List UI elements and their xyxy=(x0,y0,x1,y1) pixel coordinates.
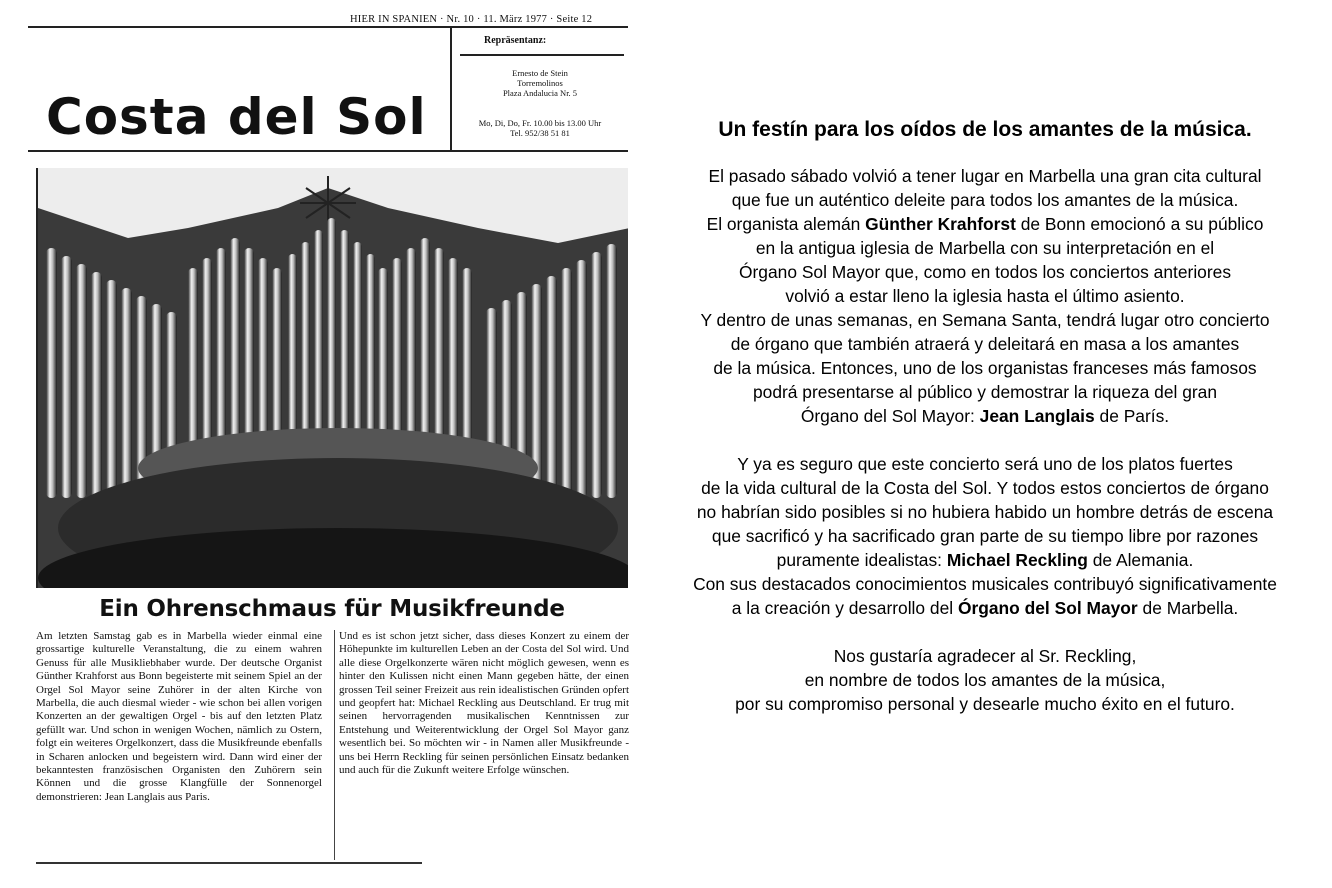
organ-photo xyxy=(36,168,628,588)
text-line: podrá presentarse al público y demostrar la riqueza del gran xyxy=(752,382,1217,402)
text-line: volvió a estar lleno la iglesia hasta el último asiento. xyxy=(785,286,1185,306)
organ-pipe xyxy=(340,230,349,458)
newspaper-clipping xyxy=(0,0,640,888)
text-line: El pasado sábado volvió a tener lugar en Marbella una gran cita cultural xyxy=(708,166,1262,186)
representative-phone: Tel. 952/38 51 81 xyxy=(510,128,570,138)
translation-paragraph-2 xyxy=(646,452,1324,620)
organ-name: Órgano del Sol Mayor xyxy=(957,598,1138,618)
article-column-2: Und es ist schon jetzt sicher, dass dieses Konzert zu einem der Höhepunkte im kulturellen Leben an der Costa del Sol wird. Und alle diese Orgelkonzerte wären nicht möglich gewesen, wenn es hinter den Kulissen nicht einen Mann gegeben hätte, der einen grossen Teil seiner Freizeit aus rein idealistischen Gründen opfert und geopfert hat: Michael Reckling aus Deutschland. Er trug mit seinen hervorragenden musikalischen Kenntnissen zur Entstehung und Weiterentwicklung der Orgel Sol Mayor ganz wesentlich bei. So möchten wir - in Namen aller Musikfreunde - uns bei Herrn Reckling für seinen persönlichen Einsatz bedanken und auch für die Zukunft weitere Erfolge wünschen. xyxy=(339,630,629,777)
translation-title: Un festín para los oídos de los amantes de la música. xyxy=(718,118,1252,141)
text-line: en nombre de todos los amantes de la música, xyxy=(804,670,1166,690)
masthead xyxy=(28,26,628,152)
organ-pipe xyxy=(314,230,323,458)
text-line: Y ya es seguro que este concierto será uno de los platos fuertes xyxy=(737,454,1233,474)
organ-pipe xyxy=(353,242,362,458)
organ-pipe xyxy=(46,248,57,498)
organ-pipe xyxy=(216,248,226,468)
text-line: por su compromiso personal y desearle mucho éxito en el futuro. xyxy=(735,694,1235,714)
text-line: de la vida cultural de la Costa del Sol. Y todos estos conciertos de órgano xyxy=(701,478,1269,498)
text-line: Y dentro de unas semanas, en Semana Santa, tendrá lugar otro concierto xyxy=(700,310,1270,330)
representative-name: Ernesto de Stein xyxy=(512,68,568,78)
organ-pipe xyxy=(106,280,117,498)
organ-pipe xyxy=(327,218,336,458)
person-name: Michael Reckling xyxy=(946,550,1088,570)
headline: Ein Ohrenschmaus für Musikfreunde xyxy=(99,596,565,622)
column-divider xyxy=(334,630,335,860)
organ-pipe xyxy=(121,288,132,498)
representative-town: Torremolinos xyxy=(517,78,563,88)
organist-name: Günther Krahforst xyxy=(865,214,1016,234)
organ-pipe xyxy=(202,258,212,468)
organ-pipe xyxy=(606,244,617,498)
organ-pipe xyxy=(288,254,297,458)
translation-paragraph-1 xyxy=(646,164,1324,428)
representative-box xyxy=(450,28,628,150)
text-line: puramente idealistas: Michael Reckling de Alemania. xyxy=(776,550,1194,570)
text-line: Órgano Sol Mayor que, como en todos los conciertos anteriores xyxy=(738,262,1232,282)
issue-line: HIER IN SPANIEN · Nr. 10 · 11. März 1977 · Seite 12 xyxy=(350,14,593,25)
organ-pipe xyxy=(546,276,557,498)
organ-pipe xyxy=(61,256,72,498)
organ-pipe xyxy=(576,260,587,498)
text-line: El organista alemán Günther Krahforst de Bonn emocionó a su público xyxy=(706,214,1264,234)
text-line: en la antigua iglesia de Marbella con su interpretación en el xyxy=(755,238,1215,258)
organ-pipe xyxy=(561,268,572,498)
text-line: que sacrificó y ha sacrificado gran parte de su tiempo libre por razones xyxy=(711,526,1259,546)
divider xyxy=(460,54,624,56)
text-line: Órgano del Sol Mayor: Jean Langlais de París. xyxy=(800,406,1170,426)
translation-paragraph-3 xyxy=(646,644,1324,716)
organ-pipe xyxy=(76,264,87,498)
representative-street: Plaza Andalucia Nr. 5 xyxy=(502,88,578,98)
organ-pipe xyxy=(91,272,102,498)
spanish-translation xyxy=(646,116,1324,716)
organ-pipe xyxy=(301,242,310,458)
organist-name: Jean Langlais xyxy=(979,406,1095,426)
representative-contact xyxy=(452,118,628,138)
representative-hours: Mo, Di, Do, Fr. 10.00 bis 13.00 Uhr xyxy=(478,118,602,128)
organ-pipe xyxy=(366,254,375,458)
text-line: no habrían sido posibles si no hubiera habido un hombre detrás de escena xyxy=(696,502,1274,522)
bottom-rule xyxy=(36,862,422,864)
article-column-1: Am letzten Samstag gab es in Marbella wieder einmal eine grossartige kulturelle Veranstaltung, die zu einem wahren Genuss für alle Musikliebhaber wurde. Der deutsche Organist Günther Krahforst aus Bonn begeisterte mit seinem Spiel an der Orgel Sol Mayor seine Zuhörer in der alten Kirche von Marbella, die auch diesmal wieder - wie schon bei allen vorigen Konzerten an der gewaltigen Orgel - bis auf den letzten Platz gefüllt war. Und schon in wenigen Wochen, nämlich zu Ostern, folgt ein weiteres Orgelkonzert, dass die Musikfreunde ebenfalls in Scharen anlocken und begeistern wird. Dann wird einer der bekanntesten französischen Organisten den Zuhörern sein Können und die grosse Klangfülle der Sonnenorgel demonstrieren: Jean Langlais aus Paris. xyxy=(36,630,322,803)
text-line: Con sus destacados conocimientos musicales contribuyó significativamente xyxy=(693,574,1277,594)
text-line: a la creación y desarrollo del Órgano del Sol Mayor de Marbella. xyxy=(731,598,1239,618)
masthead-title: Costa del Sol xyxy=(46,88,427,146)
text-line: que fue un auténtico deleite para todos los amantes de la música. xyxy=(731,190,1239,210)
organ-pipe xyxy=(188,268,198,468)
representative-address xyxy=(452,68,628,98)
text-line: de órgano que también atraerá y deleitará en masa a los amantes xyxy=(730,334,1240,354)
representative-heading: Repräsentanz: xyxy=(484,35,547,46)
text-line: de la música. Entonces, uno de los organistas franceses más famosos xyxy=(713,358,1257,378)
organ-pipe xyxy=(591,252,602,498)
text-line: Nos gustaría agradecer al Sr. Reckling, xyxy=(833,646,1137,666)
